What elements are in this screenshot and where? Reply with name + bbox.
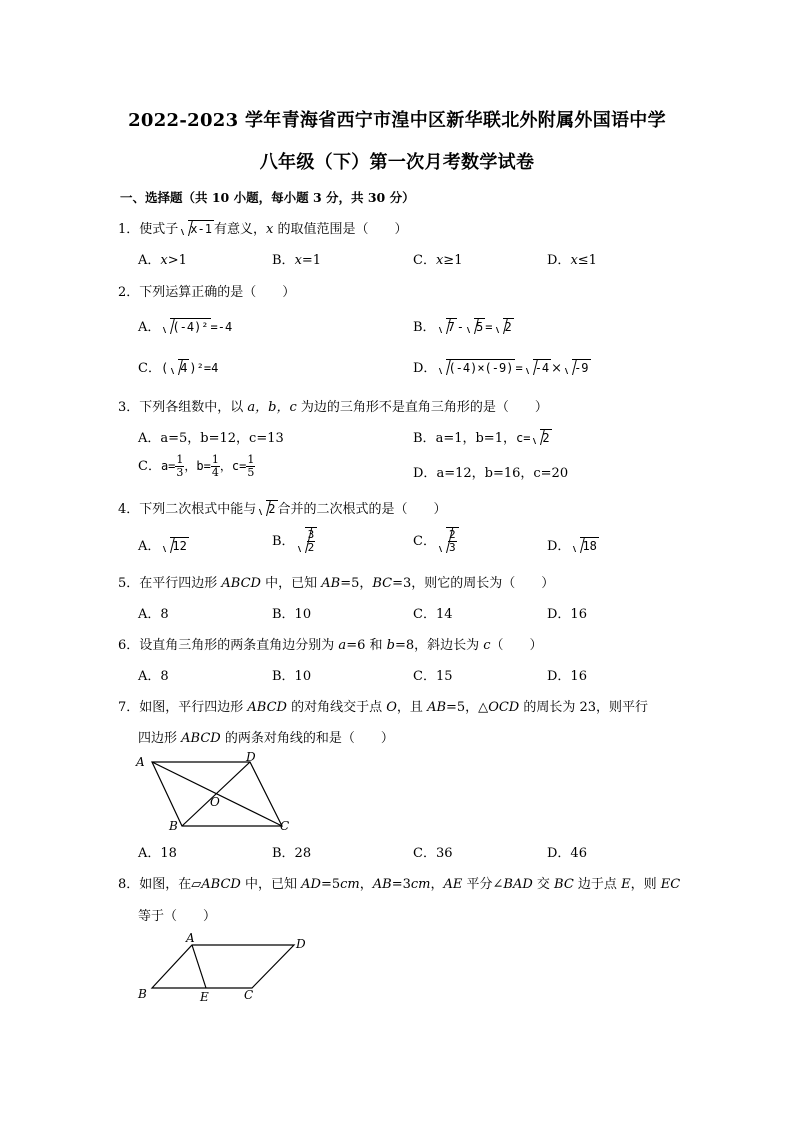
variable: b (386, 638, 395, 653)
question-4 (118, 498, 447, 517)
radicand: 2 (268, 502, 276, 516)
denominator: 4 (211, 466, 219, 479)
label-e: E (200, 990, 209, 1004)
variable: AD (301, 877, 321, 892)
option-text: a=12，b=16，c=20 (436, 466, 569, 481)
option-label: A． (138, 320, 161, 335)
q3-option-b[interactable] (413, 427, 552, 446)
option-label: B． (413, 320, 436, 335)
numerator: 2 (448, 528, 456, 541)
numerator: 1 (176, 453, 184, 466)
question-text: 的两条对角线的和是（ ） (220, 731, 394, 746)
sqrt-expression (494, 318, 514, 335)
label-a: A (136, 755, 145, 769)
label-o: O (210, 795, 220, 809)
question-text: ，且 (396, 700, 428, 715)
question-text: 的对角线交于点 (286, 700, 387, 715)
question-3 (118, 396, 548, 415)
option-text: =1 (301, 253, 322, 268)
question-text: =5， (340, 576, 373, 591)
question-2 (118, 281, 295, 300)
question-text: 边于点 (573, 877, 622, 892)
question-text: 的周长为 23，则平行 (519, 700, 649, 715)
q7-option-b[interactable]: B．28 (272, 846, 312, 861)
option-label: B． (413, 431, 436, 446)
question-text: 中，已知 (260, 576, 322, 591)
option-label: B． (272, 253, 295, 268)
option-text: ≤1 (577, 253, 597, 268)
radicand: 18 (582, 539, 597, 553)
variable: x (570, 253, 578, 268)
variable: E (621, 877, 631, 892)
question-text: 四边形 (138, 731, 182, 746)
parallelogram-figure-q8 (132, 930, 322, 1006)
variable: x (266, 222, 274, 237)
radicand: -4 (534, 361, 550, 375)
option-text: )²=4 (189, 361, 219, 375)
sqrt-expression (161, 318, 210, 335)
option-text: a= (160, 459, 176, 473)
option-label: D． (547, 253, 571, 268)
variable: O (386, 700, 397, 715)
option-label: D． (547, 539, 571, 554)
variable: ABCD (221, 576, 261, 591)
question-text: 如图，平行四边形 (139, 700, 248, 715)
operator: = (485, 320, 493, 334)
label-d: D (296, 937, 306, 951)
q2-option-b[interactable] (413, 316, 514, 335)
question-text: ， (359, 877, 373, 892)
question-text: 合并的二次根式的是（ ） (277, 502, 447, 517)
sqrt-expression (437, 527, 459, 554)
page-title-line2: 八年级（下）第一次月考数学试卷 (259, 152, 535, 173)
sqrt-expression (437, 359, 515, 376)
numerator: 1 (211, 453, 219, 466)
option-text: ，c= (219, 459, 247, 473)
label-b: B (169, 819, 178, 833)
option-label: B． (272, 534, 295, 549)
q4-option-d[interactable] (547, 535, 599, 554)
option-label: D． (413, 361, 437, 376)
q3-option-a[interactable] (138, 427, 284, 446)
sqrt-expression (563, 359, 590, 376)
q4-option-c[interactable] (413, 527, 459, 554)
option-text: ，b= (184, 459, 211, 473)
sqrt-expression (437, 318, 457, 335)
q7-option-d[interactable]: D．46 (547, 846, 587, 861)
question-number: 5． (118, 576, 140, 591)
question-text: 交 (532, 877, 555, 892)
option-label: C． (138, 361, 161, 376)
page-title-line1: 2022-2023 学年青海省西宁市湟中区新华联北外附属外国语中学 (128, 110, 666, 131)
operator: ( (160, 361, 169, 375)
option-text: ≥1 (443, 253, 463, 268)
operator: = (515, 361, 523, 375)
segment-ae (192, 945, 206, 988)
radicand: 2 (542, 431, 550, 445)
question-6 (118, 634, 543, 653)
question-number: 1． (118, 222, 140, 237)
variable: x (294, 253, 302, 268)
q3-option-c[interactable] (138, 454, 255, 479)
q2-option-d[interactable] (413, 357, 591, 376)
sqrt-expression (169, 359, 189, 376)
label-c: C (244, 988, 254, 1002)
question-8-line2: 等于（ ） (138, 909, 217, 924)
question-text: ， (430, 877, 444, 892)
q6-option-a[interactable]: A．8 (138, 669, 169, 684)
fraction (211, 454, 220, 479)
option-label: A． (138, 431, 161, 446)
question-text: =3 (391, 877, 411, 892)
sqrt-expression (524, 359, 551, 376)
diagonal-ac (152, 762, 282, 826)
radicand: (-4)×(-9) (448, 361, 514, 375)
question-text: 如图，在 (139, 877, 192, 892)
question-text: 下列各组数中，以 (139, 400, 248, 415)
question-text: 下列二次根式中能与 (139, 502, 257, 517)
parallelogram-outline (152, 945, 294, 988)
denominator: 3 (176, 466, 184, 479)
question-8-line1 (118, 873, 680, 892)
denominator: 3 (448, 541, 456, 554)
radicand: 5 (476, 320, 484, 334)
operator: - (456, 320, 465, 334)
question-text: 下列运算正确的是（ ） (139, 285, 296, 300)
label-c: C (280, 819, 290, 833)
variable: a，b，c (247, 400, 297, 415)
label-b: B (138, 987, 147, 1001)
variable: ABCD (247, 700, 287, 715)
question-text: （ ） (490, 638, 543, 653)
section-heading: 一、选择题（共 10 小题，每小题 3 分，共 30 分） (120, 190, 415, 205)
variable: x (160, 253, 168, 268)
q2-option-c[interactable] (138, 357, 218, 376)
label-a: A (186, 931, 195, 945)
question-text: 平分∠ (462, 877, 504, 892)
variable: AB (372, 877, 392, 892)
option-text: a=1，b=1， (435, 431, 516, 446)
variable: AB (427, 700, 447, 715)
question-text: =3，则它的周长为（ ） (392, 576, 555, 591)
q7-option-a[interactable]: A．18 (138, 846, 177, 861)
unit: cm (410, 877, 431, 892)
q1-option-c[interactable] (413, 249, 462, 268)
option-label: C． (138, 459, 161, 474)
option-label: A． (138, 539, 161, 554)
variable: BC (372, 576, 393, 591)
numerator: 3 (307, 528, 315, 541)
q5-option-d[interactable]: D．16 (547, 607, 587, 622)
question-text: 有意义， (213, 222, 266, 237)
q5-option-c[interactable]: C．14 (413, 607, 453, 622)
option-label: C． (413, 534, 436, 549)
option-label: D． (413, 466, 437, 481)
fraction (307, 529, 316, 554)
variable: ABCD (181, 731, 221, 746)
question-text: 为边的三角形不是直角三角形的是（ ） (296, 400, 548, 415)
question-5 (118, 572, 554, 591)
variable: x (435, 253, 444, 268)
question-number: 2． (118, 285, 140, 300)
q2-option-a[interactable] (138, 316, 232, 335)
q4-option-a[interactable] (138, 535, 189, 554)
radicand: 7 (447, 320, 455, 334)
sqrt-expression (257, 500, 277, 517)
q5-option-a[interactable]: A．8 (138, 607, 169, 622)
q4-option-b[interactable] (272, 527, 317, 554)
variable: BAD (503, 877, 533, 892)
sqrt-expression (296, 527, 318, 554)
operator: × (551, 361, 563, 376)
q1-option-d[interactable] (547, 249, 597, 268)
question-number: 7． (118, 700, 140, 715)
radicand: x-1 (190, 222, 212, 236)
radicand: 12 (172, 539, 187, 553)
option-label: A． (138, 253, 161, 268)
radicand: 2 (504, 320, 512, 334)
q7-option-c[interactable]: C．36 (413, 846, 453, 861)
radicand: 4 (180, 361, 188, 375)
denominator: 5 (247, 466, 255, 479)
variable: ▱ABCD (191, 877, 241, 892)
question-number: 6． (118, 638, 140, 653)
diagonal-bd (182, 762, 250, 826)
question-text: 中，已知 (240, 877, 302, 892)
sqrt-expression (179, 220, 214, 237)
unit: cm (340, 877, 360, 892)
option-label: C． (413, 253, 436, 268)
sqrt-expression (571, 537, 598, 554)
variable: a (338, 638, 347, 653)
q5-option-b[interactable]: B．10 (272, 607, 312, 622)
q1-option-a[interactable] (138, 249, 187, 268)
question-text: 设直角三角形的两条直角边分别为 (139, 638, 339, 653)
parallelogram-figure-q7 (132, 750, 302, 836)
radicand: -9 (574, 361, 589, 375)
q6-option-c[interactable]: C．15 (413, 669, 453, 684)
radicand: (-4)² (172, 320, 209, 334)
question-text: =8，斜边长为 (394, 638, 484, 653)
option-text: =-4 (210, 320, 233, 334)
question-text: 使式子 (139, 222, 179, 237)
sqrt-expression (161, 537, 188, 554)
question-number: 3． (118, 400, 140, 415)
denominator: 2 (307, 541, 315, 554)
variable: EC (660, 877, 681, 892)
q6-option-b[interactable]: B．10 (272, 669, 312, 684)
fraction (246, 454, 255, 479)
question-text: =5 (320, 877, 341, 892)
question-1 (118, 218, 407, 237)
question-number: 8． (118, 877, 140, 892)
variable: BC (554, 877, 574, 892)
question-text: 的取值范围是（ ） (273, 222, 408, 237)
option-text: c= (515, 431, 531, 445)
variable: AE (443, 877, 463, 892)
option-text: >1 (167, 253, 187, 268)
label-d: D (246, 750, 256, 764)
numerator: 1 (247, 453, 255, 466)
fraction (448, 529, 457, 554)
question-number: 4． (118, 502, 140, 517)
variable: OCD (488, 700, 520, 715)
variable: c (483, 638, 491, 653)
variable: AB (321, 576, 341, 591)
question-text: ，则 (630, 877, 661, 892)
q3-option-d[interactable] (413, 462, 568, 481)
sqrt-expression (465, 318, 485, 335)
q1-option-b[interactable] (272, 249, 321, 268)
q6-option-d[interactable]: D．16 (547, 669, 587, 684)
question-text: =5，△ (446, 700, 489, 715)
question-text: 在平行四边形 (139, 576, 222, 591)
question-7-line1 (118, 696, 648, 715)
sqrt-expression (531, 429, 551, 446)
question-text: =6 和 (346, 638, 387, 653)
option-text: a=5，b=12，c=13 (160, 431, 284, 446)
question-7-line2 (138, 727, 394, 746)
